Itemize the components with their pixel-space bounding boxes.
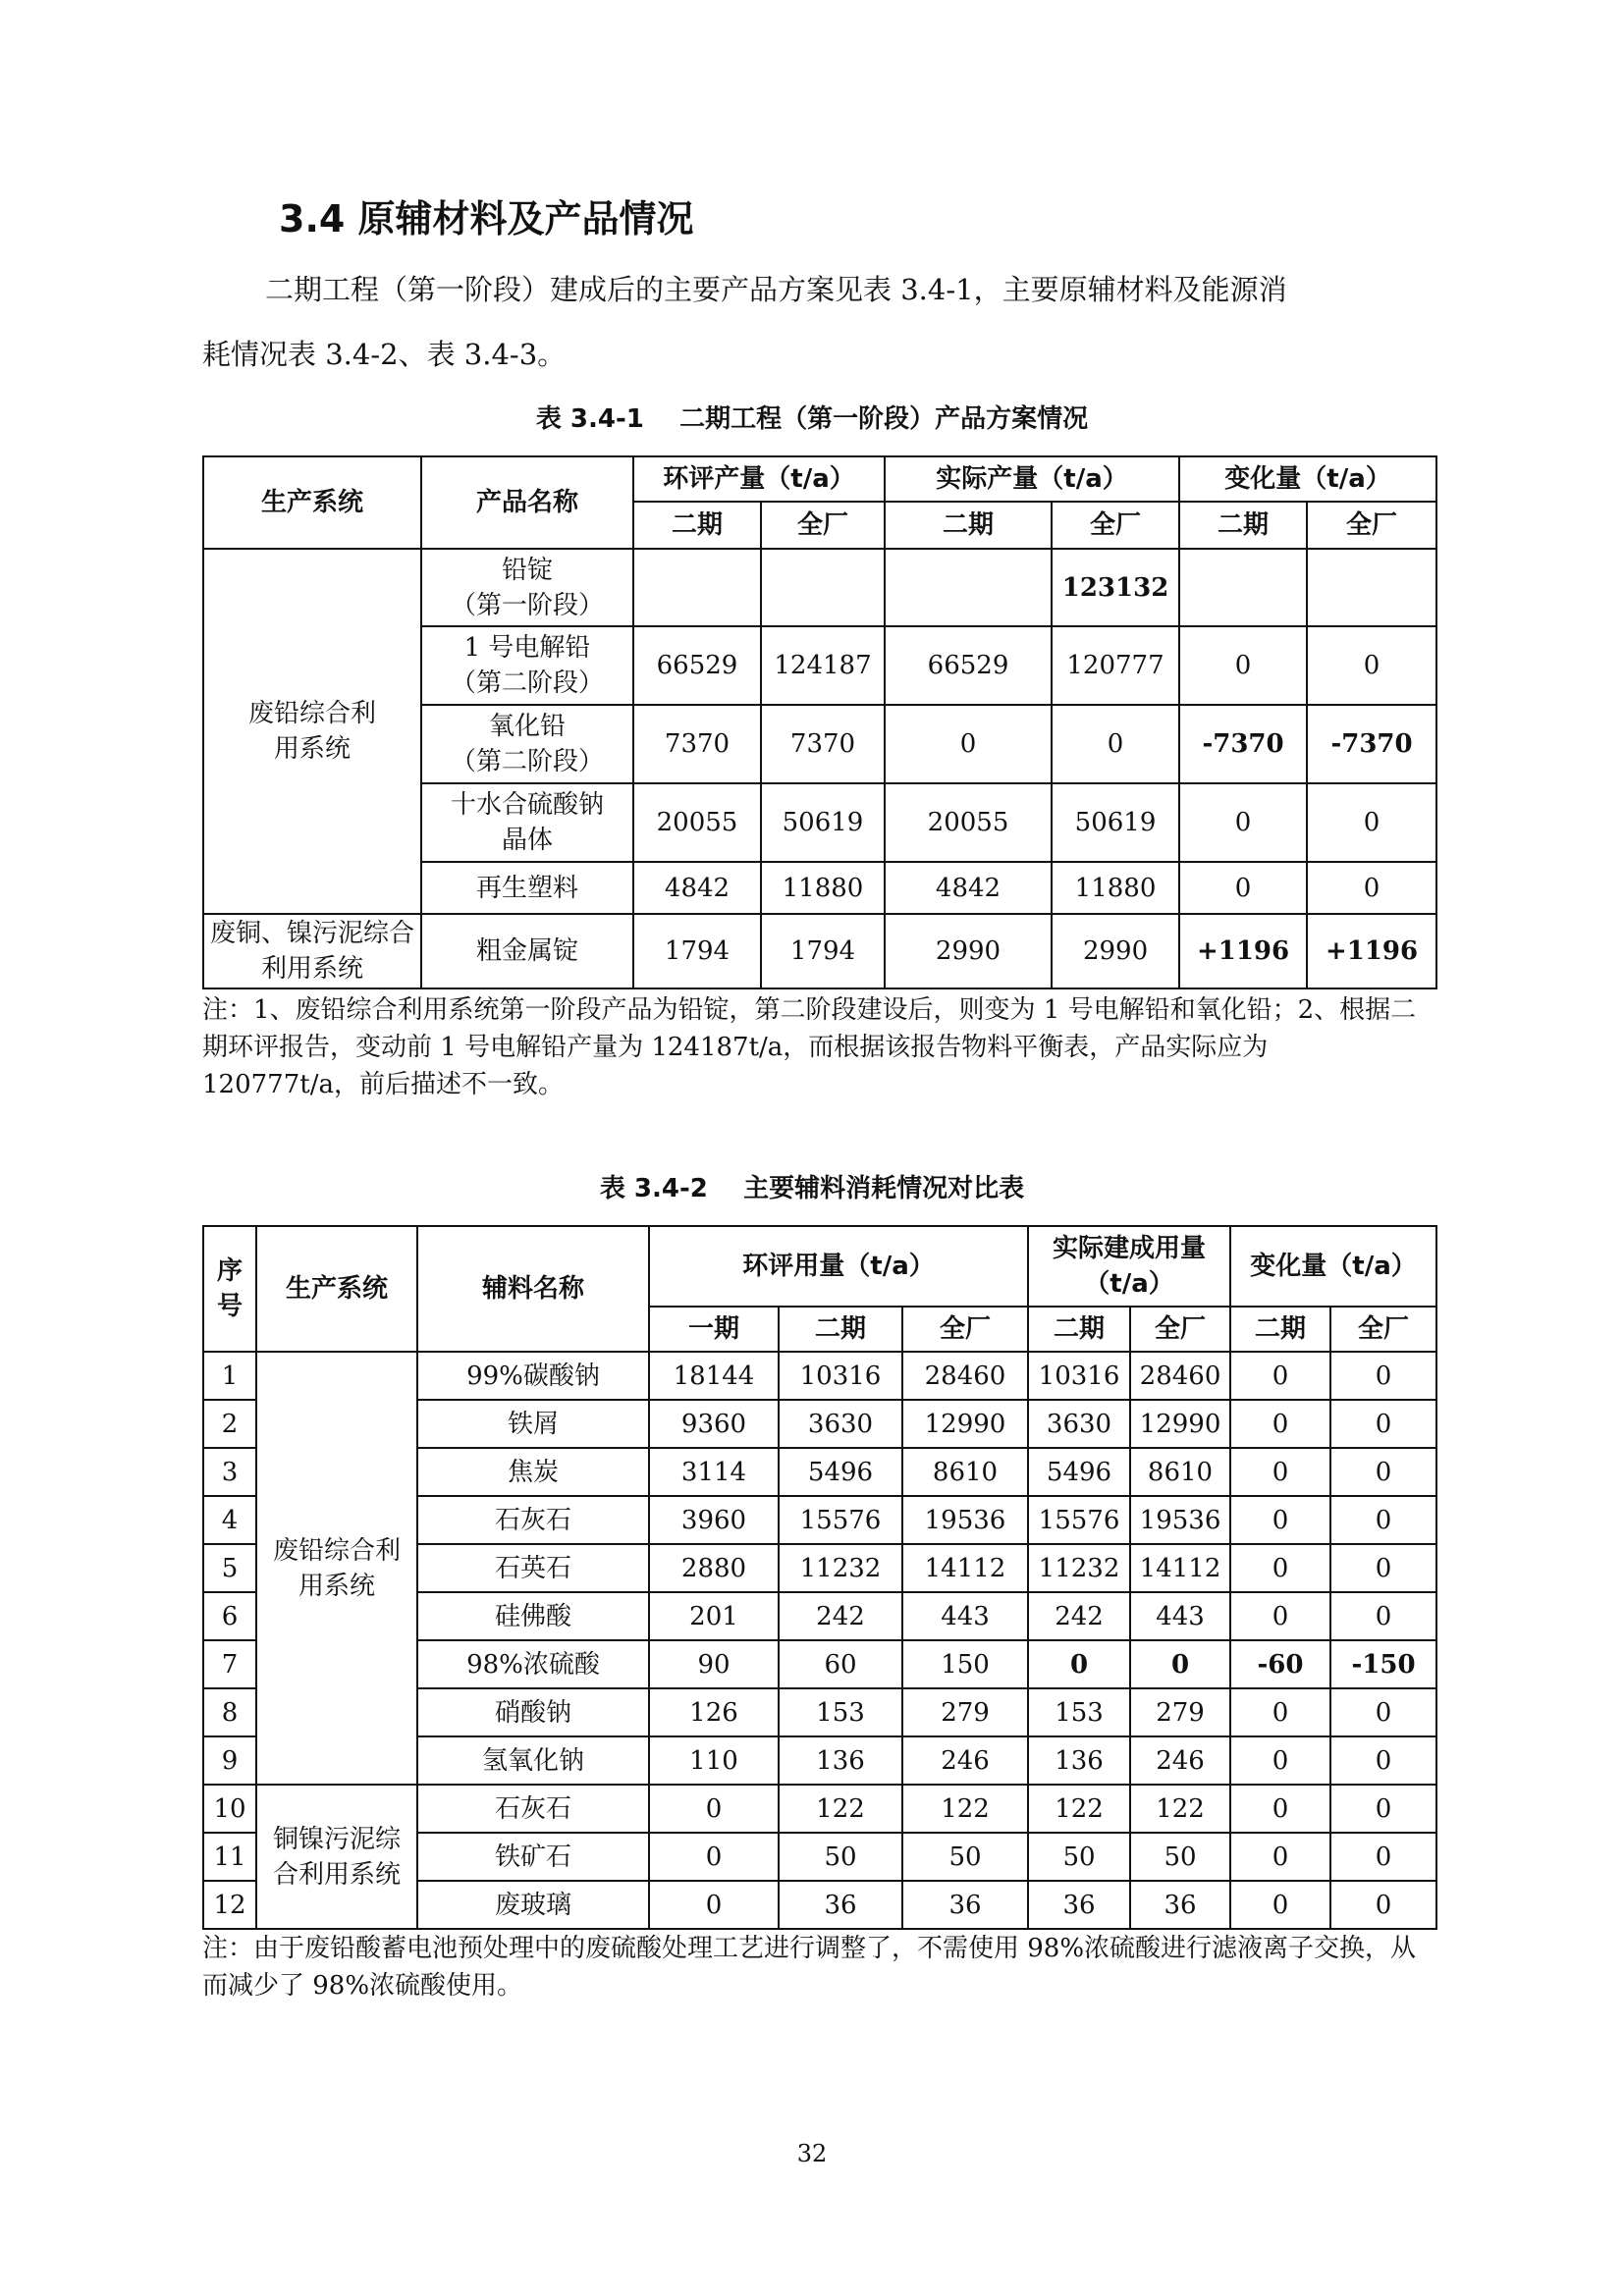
cell-change-plant: -7370 [1307,705,1436,783]
row-no: 6 [203,1592,256,1640]
material-name: 99%碳酸钠 [417,1352,649,1400]
cell-eia-plant: 14112 [902,1544,1028,1592]
cell-change-plant: 0 [1330,1448,1436,1496]
cell-change-phase2: 0 [1230,1544,1330,1592]
cell-actual-phase2: 5496 [1028,1448,1130,1496]
system-lead-recycling [203,549,421,914]
cell-actual-plant: 122 [1130,1785,1230,1833]
cell-actual-phase2: 50 [1028,1833,1130,1881]
material-name: 石英石 [417,1544,649,1592]
cell-eia-phase2: 3630 [779,1400,902,1448]
cell-change-phase2: 0 [1179,862,1307,914]
material-name: 废玻璃 [417,1881,649,1929]
page-number: 32 [796,2140,828,2167]
cell-change-phase2: -60 [1230,1640,1330,1688]
auxiliary-materials-table [202,1225,1437,1930]
row-no: 11 [203,1833,256,1881]
cell-change-plant: 0 [1330,1881,1436,1929]
system-label: 废铜、镍污泥综合利用系统 [209,919,414,984]
cell-actual-phase2: 15576 [1028,1496,1130,1544]
cell-eia-phase2: 36 [779,1881,902,1929]
material-name: 石灰石 [417,1496,649,1544]
table1-caption-title: 二期工程（第一阶段）产品方案情况 [679,404,1089,434]
header-change-plant: 全厂 [1330,1307,1436,1352]
material-name: 氢氧化钠 [417,1736,649,1785]
cell-change-plant: 0 [1307,626,1436,705]
system-lead-recycling [256,1352,417,1785]
cell-eia-plant: 1794 [761,914,885,988]
cell-actual-phase2: 122 [1028,1785,1130,1833]
cell-actual-plant: 19536 [1130,1496,1230,1544]
table1-note: 注：1、废铅综合利用系统第一阶段产品为铅锭，第二阶段建设后，则变为 1 号电解铅和氧化铅；2、根据二期环评报告，变动前 1 号电解铅产量为 124187t/a，而根据该报告物料平衡表，产品实际应为 120777t/a，前后描述不一致。 [202,995,1417,1099]
cell-actual-phase2: 136 [1028,1736,1130,1785]
cell-actual-phase2: 11232 [1028,1544,1130,1592]
cell-actual-plant: 8610 [1130,1448,1230,1496]
material-name: 硝酸钠 [417,1688,649,1736]
cell-eia-phase2: 60 [779,1640,902,1688]
cell-eia-plant: 50 [902,1833,1028,1881]
cell-eia-plant: 8610 [902,1448,1028,1496]
cell-eia-plant: 246 [902,1736,1028,1785]
cell-change-plant: +1196 [1307,914,1436,988]
cell-eia-phase2: 153 [779,1688,902,1736]
cell-eia-plant: 122 [902,1785,1028,1833]
header-actual-plant: 全厂 [1130,1307,1230,1352]
header-eia-plant: 全厂 [902,1307,1028,1352]
header-system: 生产系统 [256,1226,417,1352]
product-plan-table [202,455,1437,989]
cell-eia-phase1: 9360 [649,1400,779,1448]
cell-change-plant: 0 [1307,862,1436,914]
cell-change-phase2: 0 [1230,1688,1330,1736]
cell-eia-plant: 124187 [761,626,885,705]
table2-caption-title: 主要辅料消耗情况对比表 [743,1174,1025,1203]
cell-actual-plant: 28460 [1130,1352,1230,1400]
material-name: 硅佛酸 [417,1592,649,1640]
cell-eia-phase1: 0 [649,1833,779,1881]
intro-line-2: 耗情况表 3.4-2、表 3.4-3。 [202,338,567,371]
cell-change-plant: 0 [1330,1544,1436,1592]
row-no: 3 [203,1448,256,1496]
system-copper-nickel [203,914,421,988]
cell-change-phase2: 0 [1230,1785,1330,1833]
header-actual-output: 实际产量（t/a） [885,456,1179,502]
cell-change-plant: 0 [1330,1400,1436,1448]
cell-eia-plant: 28460 [902,1352,1028,1400]
cell-eia-phase2: 11232 [779,1544,902,1592]
cell-eia-plant: 150 [902,1640,1028,1688]
cell-change-phase2: +1196 [1179,914,1307,988]
cell-eia-phase1: 110 [649,1736,779,1785]
header-material: 辅料名称 [417,1226,649,1352]
cell-change-phase2: 0 [1179,783,1307,862]
cell-eia-phase1: 3960 [649,1496,779,1544]
cell-actual-plant: 50619 [1052,783,1179,862]
row-no: 12 [203,1881,256,1929]
cell-eia-phase2: 1794 [633,914,761,988]
cell-eia-phase1: 3114 [649,1448,779,1496]
cell-actual-phase2 [885,549,1052,626]
cell-change-phase2: 0 [1230,1736,1330,1785]
cell-actual-phase2: 0 [1028,1640,1130,1688]
header-eia-phase2: 二期 [633,502,761,549]
header-eia-phase1: 一期 [649,1307,779,1352]
table-row [203,1352,1436,1400]
cell-eia-plant [761,549,885,626]
cell-actual-phase2: 20055 [885,783,1052,862]
cell-eia-plant: 36 [902,1881,1028,1929]
cell-actual-phase2: 3630 [1028,1400,1130,1448]
cell-actual-phase2: 0 [885,705,1052,783]
cell-actual-phase2: 2990 [885,914,1052,988]
header-actual-plant: 全厂 [1052,502,1179,549]
cell-eia-phase1: 126 [649,1688,779,1736]
cell-change-phase2: 0 [1230,1881,1330,1929]
section-title: 3.4 原辅材料及产品情况 [279,197,694,240]
table1-caption [0,399,1624,435]
cell-change-plant: 0 [1330,1785,1436,1833]
cell-actual-plant: 0 [1130,1640,1230,1688]
cell-eia-phase1: 2880 [649,1544,779,1592]
row-no: 2 [203,1400,256,1448]
cell-actual-plant: 11880 [1052,862,1179,914]
cell-actual-plant: 50 [1130,1833,1230,1881]
cell-eia-phase2: 7370 [633,705,761,783]
cell-change-phase2: 0 [1230,1352,1330,1400]
cell-eia-plant: 11880 [761,862,885,914]
product-name: 粗金属锭 [421,914,633,988]
row-no: 5 [203,1544,256,1592]
row-no: 1 [203,1352,256,1400]
system-label: 废铅综合利用系统 [248,699,377,764]
table-row [203,1785,1436,1833]
cell-change-phase2: 0 [1179,626,1307,705]
cell-actual-phase2: 4842 [885,862,1052,914]
cell-actual-phase2: 153 [1028,1688,1130,1736]
system-label: 铜镍污泥综合利用系统 [272,1824,401,1890]
material-name: 石灰石 [417,1785,649,1833]
cell-eia-phase2: 66529 [633,626,761,705]
cell-eia-phase2: 50 [779,1833,902,1881]
cell-eia-phase2: 136 [779,1736,902,1785]
system-copper-nickel [256,1785,417,1929]
header-eia-plant: 全厂 [761,502,885,549]
cell-change-phase2: 0 [1230,1448,1330,1496]
cell-actual-plant: 443 [1130,1592,1230,1640]
header-system: 生产系统 [203,456,421,549]
cell-actual-plant: 123132 [1052,549,1179,626]
cell-eia-phase2: 10316 [779,1352,902,1400]
header-change: 变化量（t/a） [1179,456,1436,502]
row-no: 9 [203,1736,256,1785]
table2-note: 注：由于废铅酸蓄电池预处理中的废硫酸处理工艺进行调整了，不需使用 98%浓硫酸进行滤液离子交换，从而减少了 98%浓硫酸使用。 [202,1934,1417,2001]
cell-eia-plant: 7370 [761,705,885,783]
table-row [203,914,1436,988]
header-eia-phase2: 二期 [779,1307,902,1352]
product-name: 1 号电解铅 （第二阶段） [421,626,633,705]
header-actual-usage-label: 实际建成用量（t/a） [1053,1234,1207,1299]
header-change: 变化量（t/a） [1230,1226,1436,1307]
cell-eia-plant: 443 [902,1592,1028,1640]
cell-change-plant: 0 [1330,1592,1436,1640]
cell-actual-plant: 279 [1130,1688,1230,1736]
header-actual-usage [1028,1226,1230,1307]
row-no: 7 [203,1640,256,1688]
row-no: 4 [203,1496,256,1544]
cell-change-phase2: 0 [1230,1400,1330,1448]
header-product: 产品名称 [421,456,633,549]
table1-caption-number: 表 3.4-1 [535,404,644,434]
cell-change-phase2: 0 [1230,1592,1330,1640]
cell-eia-phase1: 0 [649,1881,779,1929]
cell-change-phase2: -7370 [1179,705,1307,783]
header-no [203,1226,256,1352]
table2-caption [0,1168,1624,1204]
cell-eia-phase1: 0 [649,1785,779,1833]
cell-change-plant: 0 [1330,1496,1436,1544]
cell-actual-phase2: 242 [1028,1592,1130,1640]
header-change-phase2: 二期 [1179,502,1307,549]
product-name: 再生塑料 [421,862,633,914]
cell-eia-plant: 50619 [761,783,885,862]
cell-actual-plant: 14112 [1130,1544,1230,1592]
material-name: 铁屑 [417,1400,649,1448]
cell-eia-phase2: 4842 [633,862,761,914]
cell-actual-plant: 12990 [1130,1400,1230,1448]
cell-eia-phase1: 90 [649,1640,779,1688]
cell-change-phase2: 0 [1230,1496,1330,1544]
cell-change-plant: 0 [1330,1736,1436,1785]
cell-eia-phase2: 5496 [779,1448,902,1496]
cell-change-plant: 0 [1330,1688,1436,1736]
cell-change-plant [1307,549,1436,626]
table-row [203,549,1436,626]
row-no: 8 [203,1688,256,1736]
system-label: 废铅综合利用系统 [272,1535,401,1601]
product-name: 氧化铅 （第二阶段） [421,705,633,783]
table2-caption-number: 表 3.4-2 [599,1174,708,1203]
cell-eia-plant: 19536 [902,1496,1028,1544]
header-eia-output: 环评产量（t/a） [633,456,885,502]
product-name: 铅锭 （第一阶段） [421,549,633,626]
cell-change-plant: 0 [1330,1833,1436,1881]
cell-eia-phase2: 122 [779,1785,902,1833]
row-no: 10 [203,1785,256,1833]
cell-actual-plant: 246 [1130,1736,1230,1785]
cell-change-phase2: 0 [1230,1833,1330,1881]
header-eia-usage: 环评用量（t/a） [649,1226,1028,1307]
cell-eia-phase2: 242 [779,1592,902,1640]
material-name: 98%浓硫酸 [417,1640,649,1688]
cell-change-plant: 0 [1330,1352,1436,1400]
cell-eia-phase1: 201 [649,1592,779,1640]
intro-line-1: 二期工程（第一阶段）建成后的主要产品方案见表 3.4-1，主要原辅材料及能源消 [265,273,1287,306]
cell-actual-plant: 36 [1130,1881,1230,1929]
cell-actual-phase2: 66529 [885,626,1052,705]
header-change-plant: 全厂 [1307,502,1436,549]
material-name: 焦炭 [417,1448,649,1496]
header-actual-phase2: 二期 [1028,1307,1130,1352]
cell-eia-phase1: 18144 [649,1352,779,1400]
header-change-phase2: 二期 [1230,1307,1330,1352]
cell-eia-phase2: 15576 [779,1496,902,1544]
material-name: 铁矿石 [417,1833,649,1881]
cell-actual-plant: 120777 [1052,626,1179,705]
cell-actual-plant: 2990 [1052,914,1179,988]
cell-change-plant: -150 [1330,1640,1436,1688]
cell-actual-phase2: 10316 [1028,1352,1130,1400]
cell-change-plant: 0 [1307,783,1436,862]
cell-change-phase2 [1179,549,1307,626]
cell-eia-phase2 [633,549,761,626]
cell-eia-phase2: 20055 [633,783,761,862]
cell-eia-plant: 12990 [902,1400,1028,1448]
cell-actual-phase2: 36 [1028,1881,1130,1929]
header-actual-phase2: 二期 [885,502,1052,549]
cell-eia-plant: 279 [902,1688,1028,1736]
cell-actual-plant: 0 [1052,705,1179,783]
header-no-label: 序号 [216,1256,243,1321]
product-name: 十水合硫酸钠 晶体 [421,783,633,862]
